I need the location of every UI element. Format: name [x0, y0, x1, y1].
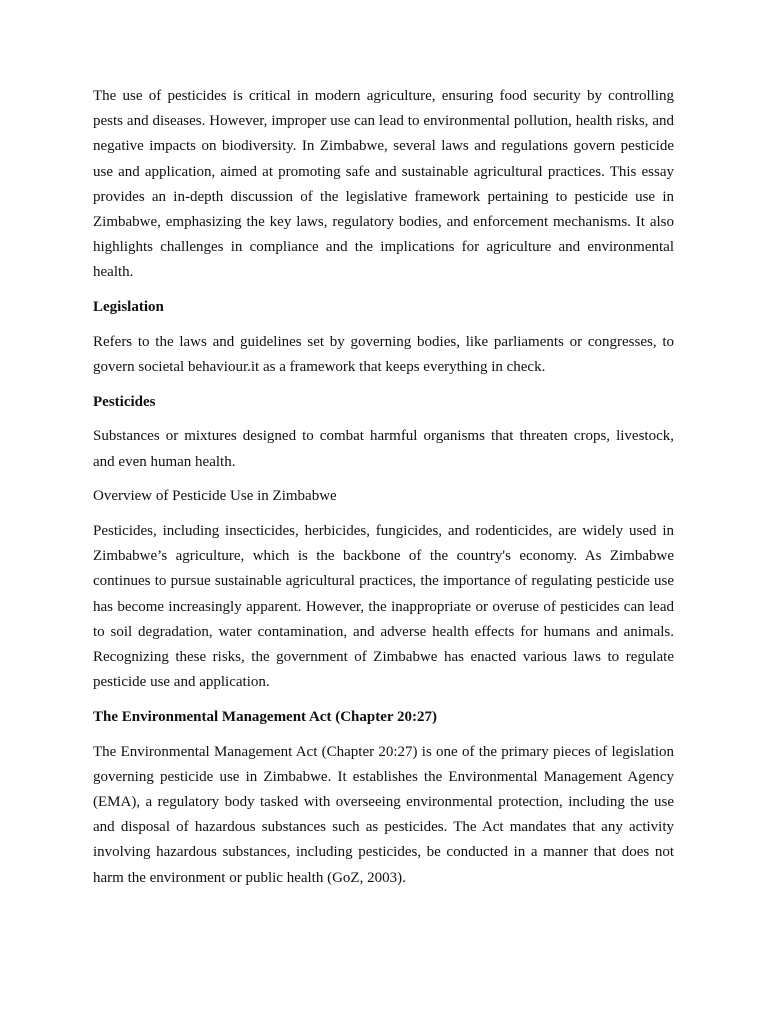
- ema-paragraph: The Environmental Management Act (Chapter 20:27) is one of the primary pieces of legislation governing pesticide use in Zimbabwe. It establishes the Environmental Management Agency (EMA), a regulatory body tasked with overseeing environmental protection, including the use and disposal of hazardous substances such as pesticides. The Act mandates that any activity involving hazardous substances, including pesticides, be conducted in a manner that does not harm the environment or public health (GoZ, 2003).: [93, 743, 674, 886]
- legislation-heading: Legislation: [93, 299, 164, 316]
- ema-heading: The Environmental Management Act (Chapter 20:27): [93, 708, 438, 725]
- overview-paragraph: Pesticides, including insecticides, herbicides, fungicides, and rodenticides, are widely used in Zimbabwe’s agriculture, which is the backbone of the country's economy. As Zimbabwe continues to pursue sustainable agricultural practices, the importance of regulating pesticide use has become increasingly apparent. However, the inappropriate or overuse of pesticides can lead to soil degradation, water contamination, and adverse health effects for humans and animals. Recognizing these risks, the government of Zimbabwe has enacted various laws to regulate pesticide use and application.: [93, 523, 674, 691]
- document-page: [93, 84, 674, 900]
- intro-paragraph: The use of pesticides is critical in modern agriculture, ensuring food security by controlling pests and diseases. However, improper use can lead to environmental pollution, health risks, and negative impacts on biodiversity. In Zimbabwe, several laws and regulations govern pesticide use and application, aimed at promoting safe and sustainable agricultural practices. This essay provides an in-depth discussion of the legislative framework pertaining to pesticide use in Zimbabwe, emphasizing the key laws, regulatory bodies, and enforcement mechanisms. It also highlights challenges in compliance and the implications for agriculture and environmental health.: [93, 88, 674, 281]
- legislation-paragraph: Refers to the laws and guidelines set by governing bodies, like parliaments or congresses, to govern societal behaviour.it as a framework that keeps everything in check.: [93, 333, 674, 376]
- pesticides-paragraph: Substances or mixtures designed to combat harmful organisms that threaten crops, livestock, and even human health.: [93, 428, 674, 470]
- pesticides-heading: Pesticides: [93, 393, 156, 410]
- overview-heading: Overview of Pesticide Use in Zimbabwe: [93, 488, 337, 505]
